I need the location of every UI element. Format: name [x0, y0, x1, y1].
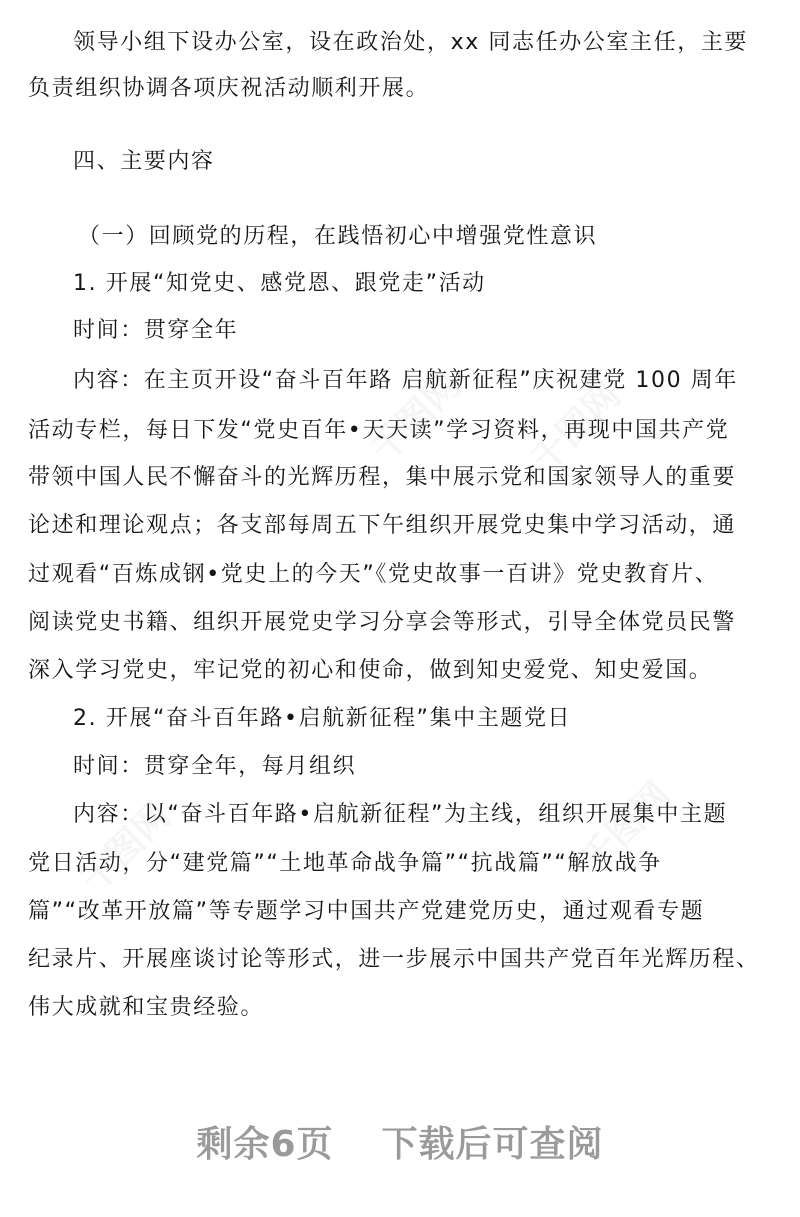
paragraph-line: 阅读党史书籍、组织开展党史学习分享会等形式，引导全体党员民警: [28, 610, 737, 635]
paragraph-line: 深入学习党史，牢记党的初心和使命，做到知史爱党、知史爱国。: [28, 658, 713, 683]
watermark-text: 千图网: [573, 774, 679, 881]
watermark-text: 千图网: [363, 364, 469, 471]
section-heading: 四、主要内容: [73, 149, 215, 174]
paragraph-line: 内容：以“奋斗百年路•启航新征程”为主线，组织开展集中主题: [73, 802, 728, 827]
subsection-heading: （一）回顾党的历程，在践悟初心中增强党性意识: [78, 224, 598, 249]
time-line: 时间：贯穿全年: [73, 318, 239, 343]
item-heading: 1. 开展“知党史、感党恩、跟党走”活动: [73, 271, 486, 296]
watermark-text: 千图网: [523, 374, 629, 481]
paragraph-line: 领导小组下设办公室，设在政治处，xx 同志任办公室主任，主要: [73, 30, 749, 55]
paragraph-line: 纪录片、开展座谈讨论等形式，进一步展示中国共产党百年光辉历程、: [28, 947, 760, 972]
paragraph-line: 党日活动，分“建党篇”“土地革命战争篇”“抗战篇”“解放战争: [28, 851, 662, 876]
download-to-read-text: 下载后可查阅: [381, 1124, 604, 1165]
paragraph-line: 论述和理论观点；各支部每周五下午组织开展党史集中学习活动，通: [28, 513, 737, 538]
paragraph-line: 伟大成就和宝贵经验。: [28, 995, 265, 1020]
time-line: 时间：贯穿全年，每月组织: [73, 754, 357, 779]
paragraph-line: 负责组织协调各项庆祝活动顺利开展。: [28, 76, 430, 101]
paragraph-line: 活动专栏，每日下发“党史百年•天天读”学习资料，再现中国共产党: [28, 418, 730, 443]
item-heading: 2. 开展“奋斗百年路•启航新征程”集中主题党日: [73, 706, 572, 731]
cut-off-heading: [120, 0, 420, 8]
remaining-pages-text: 剩余6页: [196, 1124, 334, 1165]
paragraph-line: 带领中国人民不懈奋斗的光辉历程，集中展示党和国家领导人的重要: [28, 465, 737, 490]
paragraph-line: 内容：在主页开设“奋斗百年路 启航新征程”庆祝建党 100 周年: [73, 368, 738, 393]
download-prompt[interactable]: [0, 1116, 800, 1167]
watermark-text: 千图网: [73, 794, 179, 901]
paragraph-line: 篇”“改革开放篇”等专题学习中国共产党建党历史，通过观看专题: [28, 899, 705, 924]
paragraph-line: 过观看“百炼成钢•党史上的今天”《党史故事一百讲》党史教育片、: [28, 562, 719, 587]
